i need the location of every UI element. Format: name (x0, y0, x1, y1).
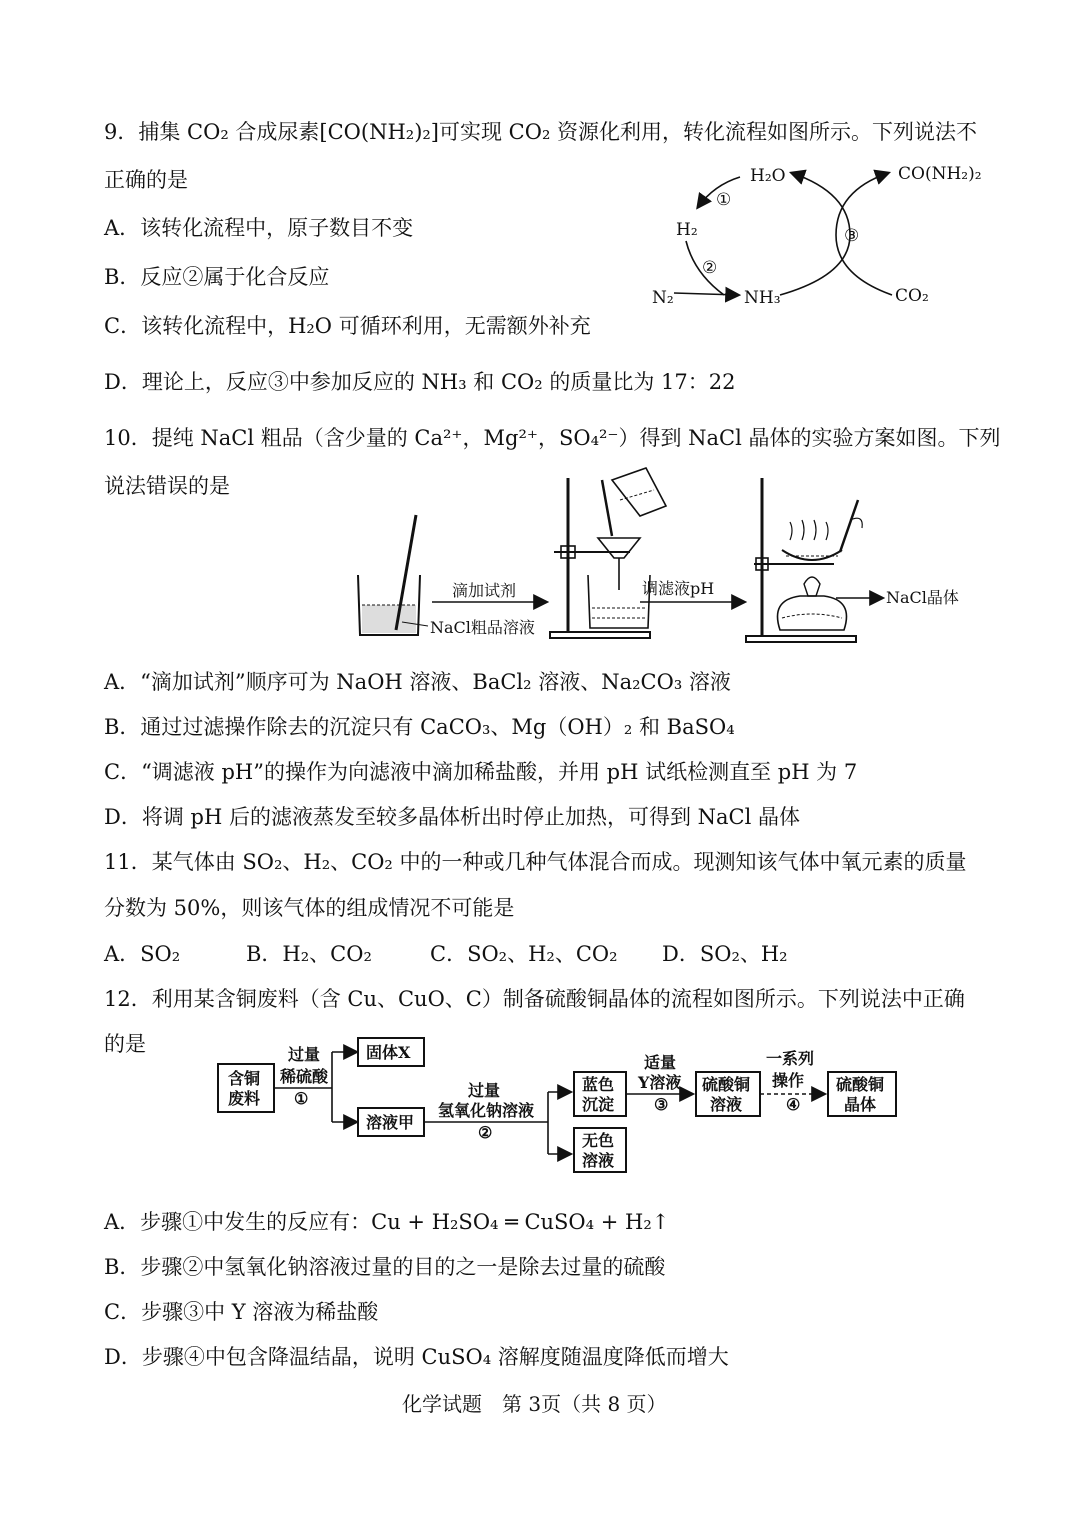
q12-step1-top: 过量 (288, 1045, 321, 1064)
q10-option-a: A．“滴加试剂”顺序可为 NaOH 溶液、BaCl₂ 溶液、Na₂CO₃ 溶液 (104, 670, 731, 694)
q9-option-c: C．该转化流程中，H₂O 可循环利用，无需额外补充 (104, 314, 591, 338)
q10-apparatus-diagram (350, 460, 990, 650)
q12-blue-line2: 沉淀 (582, 1095, 615, 1114)
q11-stem-line1: 11．某气体由 SO₂、H₂、CO₂ 中的一种或几种气体混合而成。现测知该气体中氧元素的质量 (104, 850, 967, 874)
q12-option-c: C．步骤③中 Y 溶液为稀盐酸 (104, 1300, 379, 1324)
q12-blue-line1: 蓝色 (582, 1075, 615, 1094)
q11-option-d: D．SO₂、H₂ (662, 942, 788, 966)
q12-step4-top: 一系列 (766, 1049, 815, 1068)
q9-urea-label: CO(NH₂)₂ (898, 164, 982, 184)
q10-beaker-with-rod (358, 515, 420, 635)
q12-step1-num: ① (294, 1089, 309, 1108)
q12-step4-num: ④ (786, 1095, 801, 1114)
q9-cycle-diagram (640, 155, 1010, 320)
q12-stem-line2: 的是 (104, 1032, 146, 1056)
q9-option-b: B．反应②属于化合反应 (104, 265, 330, 289)
q12-cuso4-sol-line1: 硫酸铜 (702, 1075, 751, 1094)
q10-option-c: C．“调滤液 pH”的操作为向滤液中滴加稀盐酸，并用 pH 试纸检测直至 pH 为 7 (104, 760, 858, 784)
q9-option-a: A．该转化流程中，原子数目不变 (104, 216, 414, 240)
q12-option-d: D．步骤④中包含降温结晶，说明 CuSO₄ 溶解度随温度降低而增大 (104, 1345, 729, 1369)
q12-step3-mid: Y溶液 (638, 1073, 682, 1092)
q10-option-d: D．将调 pH 后的滤液蒸发至较多晶体析出时停止加热，可得到 NaCl 晶体 (104, 805, 800, 829)
q9-co2-label: CO₂ (895, 286, 929, 306)
q10-filtration-setup (550, 468, 666, 638)
q11-option-b: B．H₂、CO₂ (246, 942, 372, 966)
q12-crystal-line1: 硫酸铜 (836, 1075, 885, 1094)
q12-step2-top: 过量 (468, 1081, 501, 1100)
q9-h2-label: H₂ (676, 220, 698, 240)
q11-option-c: C．SO₂、H₂、CO₂ (430, 942, 618, 966)
q12-step2-num: ② (478, 1123, 493, 1142)
q12-step3-num: ③ (654, 1095, 669, 1114)
q9-step3-label: ③ (844, 226, 860, 246)
q10-stem-line2: 说法错误的是 (104, 474, 230, 498)
q9-arc-left (780, 173, 850, 295)
q12-cuso4-sol-line2: 溶液 (710, 1095, 743, 1114)
q12-crystal-line2: 晶体 (844, 1095, 877, 1114)
q9-h2o-label: H₂O (750, 166, 786, 186)
q11-option-a: A．SO₂ (104, 942, 181, 966)
q12-step2-mid: 氢氧化钠溶液 (438, 1101, 535, 1120)
q12-option-b: B．步骤②中氢氧化钠溶液过量的目的之一是除去过量的硫酸 (104, 1255, 666, 1279)
q10-adjust-ph-label: 调滤液pH (642, 579, 715, 598)
q10-option-b: B．通过过滤操作除去的沉淀只有 CaCO₃、Mg（OH）₂ 和 BaSO₄ (104, 715, 735, 739)
q12-option-a: A．步骤①中发生的反应有：Cu + H₂SO₄ ═ CuSO₄ + H₂↑ (104, 1210, 670, 1234)
q9-nh3-label: NH₃ (744, 288, 781, 308)
q9-stem-line1: 9．捕集 CO₂ 合成尿素[CO(NH₂)₂]可实现 CO₂ 资源化利用，转化流程如图所示。下列说法不 (104, 120, 978, 144)
q10-add-reagent-label: 滴加试剂 (452, 581, 517, 600)
q12-solid-x-label: 固体X (366, 1043, 411, 1062)
page-footer: 化学试题 第 3页（共 8 页） (402, 1392, 667, 1416)
q9-step2-label: ② (702, 258, 718, 278)
q10-stem-line1: 10．提纯 NaCl 粗品（含少量的 Ca²⁺，Mg²⁺，SO₄²⁻）得到 NaCl 晶体的实验方案如图。下列 (104, 426, 1001, 450)
q9-n2-label: N₂ (652, 288, 674, 308)
q12-clear-line2: 溶液 (582, 1151, 615, 1170)
q9-step1-label: ① (716, 190, 732, 210)
q12-solution-a-label: 溶液甲 (366, 1113, 415, 1132)
q12-waste-line1: 含铜 (228, 1069, 261, 1088)
q10-crystal-label: NaCl晶体 (886, 588, 959, 607)
q10-evaporation-setup (746, 478, 862, 642)
q12-waste-line2: 废料 (228, 1089, 261, 1108)
q12-stem-line1: 12．利用某含铜废料（含 Cu、CuO、C）制备硫酸铜晶体的流程如图所示。下列说法中正确 (104, 987, 965, 1011)
q12-flow-diagram (210, 1034, 910, 1184)
q10-crude-solution-label: NaCl粗品溶液 (430, 618, 535, 637)
q12-clear-line1: 无色 (582, 1131, 615, 1150)
q12-step4-mid: 操作 (772, 1071, 805, 1090)
q9-option-d: D．理论上，反应③中参加反应的 NH₃ 和 CO₂ 的质量比为 17：22 (104, 370, 736, 394)
q12-step1-mid: 稀硫酸 (280, 1067, 329, 1086)
q12-step3-top: 适量 (644, 1053, 677, 1072)
q9-stem-line2: 正确的是 (104, 168, 188, 192)
q11-stem-line2: 分数为 50%，则该气体的组成情况不可能是 (104, 896, 515, 920)
